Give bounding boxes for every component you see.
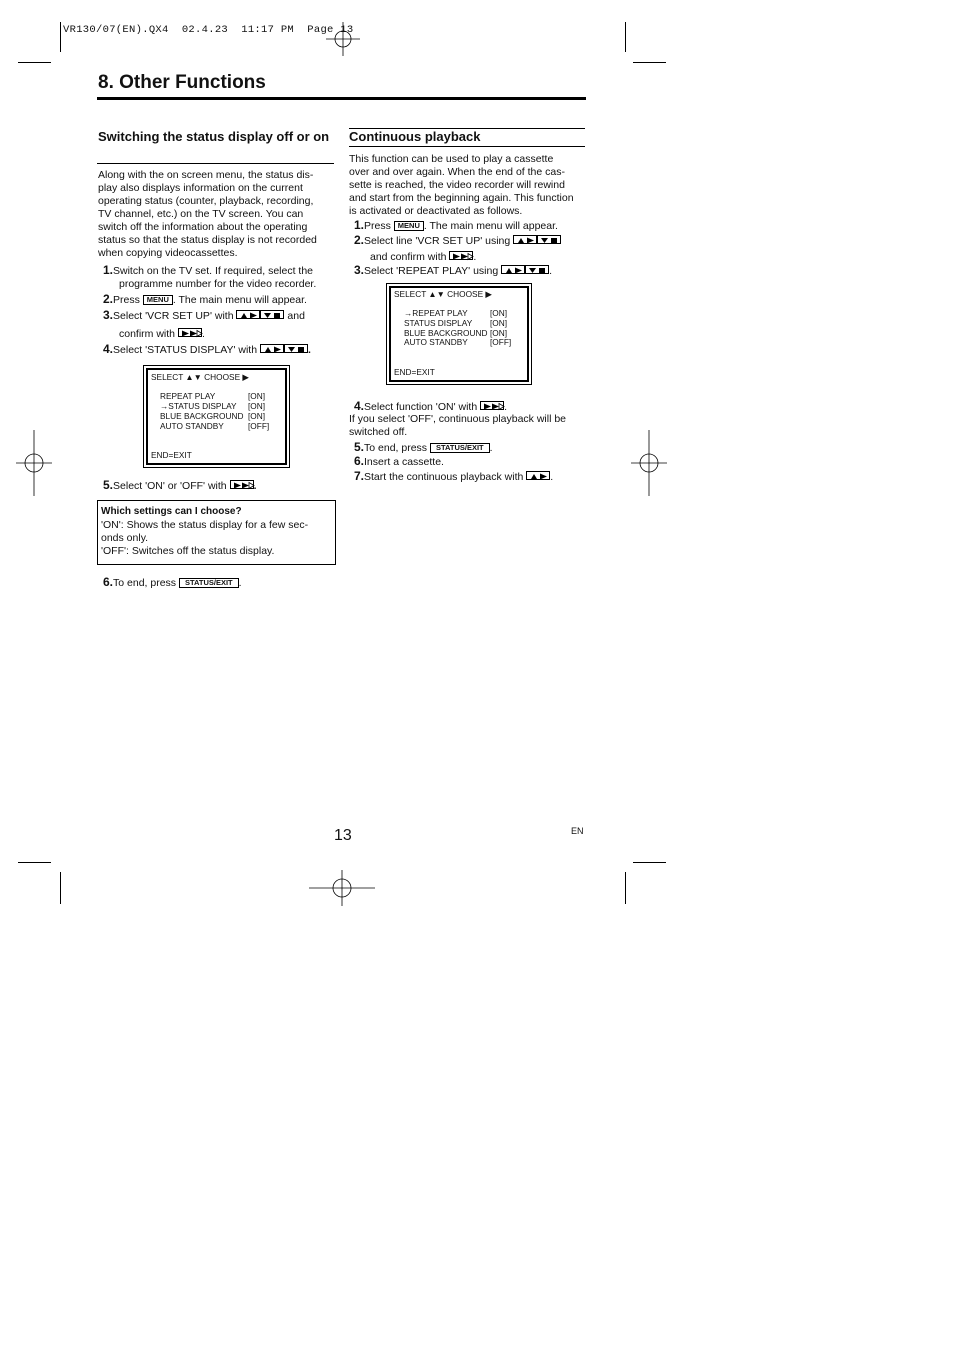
step-number: 2. [103, 292, 114, 306]
step-text: To end, press [364, 442, 428, 454]
step-text: and [287, 310, 305, 322]
osd-row-value: [ON] [248, 401, 266, 411]
right-step-4 [354, 400, 507, 414]
step-text: Select 'REPEAT PLAY' using [364, 265, 499, 277]
step-number: 5. [103, 478, 114, 492]
menu-key: MENU [394, 221, 424, 231]
step-text: and confirm with [370, 251, 447, 263]
step-number: 3. [354, 263, 365, 277]
right-step-5 [354, 441, 493, 455]
left-intro [98, 169, 338, 260]
crop-mark [60, 872, 61, 904]
up-right-button-icon [260, 344, 284, 353]
right-step-6 [354, 455, 444, 469]
text-line: switched off. [349, 426, 408, 438]
step-number: 5. [354, 440, 365, 454]
left-step-6 [103, 576, 242, 590]
osd-row-value: [OFF] [490, 337, 512, 347]
step-text: . The main menu will appear. [172, 294, 307, 306]
right-step-3 [354, 264, 552, 278]
step-number: 1. [354, 218, 365, 232]
up-right-button-icon [501, 265, 525, 274]
step-text: Switch on the TV set. If required, select the [113, 265, 314, 277]
menu-key: MENU [143, 295, 173, 305]
osd-row-value: [ON] [490, 308, 508, 318]
crop-mark [18, 62, 51, 63]
info-text [101, 519, 308, 558]
registration-mark-icon [631, 430, 667, 496]
step-number: 1. [103, 263, 114, 277]
step-text: . [473, 251, 477, 263]
title-rule [97, 97, 586, 100]
section-rule [97, 163, 334, 164]
step-number: 4. [354, 399, 365, 413]
osd-row-value: [ON] [248, 391, 266, 401]
text-line: operating status (counter, playback, recording, [98, 195, 314, 207]
step-text: Select function 'ON' with [364, 401, 478, 413]
status-exit-key: STATUS/EXIT [430, 443, 490, 453]
osd-header: SELECT ▲▼ CHOOSE ▶ [151, 372, 249, 382]
section-title-continuous-playback: Continuous playback [349, 129, 481, 144]
left-step-5 [103, 479, 256, 493]
up-right-button-icon [513, 235, 537, 244]
info-title: Which settings can I choose? [101, 506, 242, 517]
text-line: when copying videocassettes. [98, 247, 238, 259]
step-text: . [550, 471, 554, 483]
registration-mark-icon [309, 870, 375, 906]
left-step-2 [103, 293, 307, 307]
step-text: . [201, 328, 205, 340]
right-intro [349, 153, 589, 218]
down-stop-button-icon [537, 235, 561, 244]
up-right-button-icon [236, 310, 260, 319]
osd-row-value: [ON] [490, 328, 508, 338]
step-text: Insert a cassette. [364, 456, 444, 468]
osd-row-value: [OFF] [248, 421, 270, 431]
step-text: Press [364, 220, 391, 232]
step-number: 6. [103, 575, 114, 589]
step-text: Start the continuous playback with [364, 471, 524, 483]
step-text: . [253, 480, 257, 492]
step-text: Select 'STATUS DISPLAY' with [113, 344, 258, 356]
down-stop-button-icon [260, 310, 284, 319]
step-text: . [504, 401, 508, 413]
left-step-1 [103, 264, 316, 291]
down-stop-button-icon [284, 344, 308, 353]
osd-screen-repeat [386, 283, 532, 385]
step-text: . [308, 344, 311, 356]
step-number: 4. [103, 342, 114, 356]
text-line: onds only. [101, 532, 149, 544]
step-text: To end, press [113, 577, 177, 589]
info-box-settings [97, 500, 336, 565]
right-step-2 [354, 234, 561, 264]
osd-row-label: BLUE BACKGROUND [160, 411, 244, 421]
text-line: If you select 'OFF', continuous playback will be [349, 413, 567, 425]
step-text: . [238, 577, 242, 589]
text-line: and start from the beginning again. This function [349, 192, 574, 204]
registration-mark-icon [16, 430, 52, 496]
osd-header: SELECT ▲▼ CHOOSE ▶ [394, 289, 492, 299]
step-text: Select 'ON' or 'OFF' with [113, 480, 227, 492]
text-line: over and over again. When the end of the cas- [349, 166, 565, 178]
play-ok-button-icon [480, 401, 504, 410]
page-title: 8. Other Functions [98, 72, 266, 93]
crop-mark [625, 872, 626, 904]
step-text: Select 'VCR SET UP' with [113, 310, 234, 322]
step-number: 3. [103, 308, 114, 322]
osd-footer: END=EXIT [394, 367, 435, 377]
text-line: play also displays information on the current [98, 182, 303, 194]
text-line: This function can be used to play a cassette [349, 153, 554, 165]
crop-mark [633, 62, 666, 63]
step-text: confirm with [119, 328, 176, 340]
step-number: 2. [354, 233, 365, 247]
text-line: TV channel, etc.) on the TV screen. You can [98, 208, 304, 220]
play-ok-button-icon [230, 480, 254, 489]
osd-row-label: AUTO STANDBY [160, 421, 224, 431]
osd-row-label: →STATUS DISPLAY [160, 401, 237, 411]
crop-mark [633, 862, 666, 863]
osd-row-label: REPEAT PLAY [160, 391, 216, 401]
left-step-4 [103, 343, 311, 357]
osd-screen-status [143, 365, 290, 468]
step-text: . [549, 265, 553, 277]
language-code: EN [571, 826, 584, 836]
file-header: VR130/07(EN).QX4 02.4.23 11:17 PM Page 13 [63, 24, 354, 36]
text-line: 'OFF': Switches off the status display. [101, 545, 275, 557]
step-text: Select line 'VCR SET UP' using [364, 235, 511, 247]
page-number: 13 [334, 827, 352, 844]
osd-row-value: [ON] [490, 318, 508, 328]
step-text: Press [113, 294, 140, 306]
osd-row-value: [ON] [248, 411, 266, 421]
crop-mark [60, 22, 61, 52]
osd-row-label: STATUS DISPLAY [404, 318, 473, 328]
text-line: is activated or deactivated as follows. [349, 205, 523, 217]
text-line: status so that the status display is not recorded [98, 234, 317, 246]
text-line: switch off the information about the operating [98, 221, 308, 233]
step-number: 7. [354, 469, 365, 483]
left-step-3 [103, 309, 305, 341]
status-exit-key: STATUS/EXIT [179, 578, 239, 588]
osd-row-label: AUTO STANDBY [404, 337, 468, 347]
osd-row-label: →REPEAT PLAY [404, 308, 468, 318]
play-ok-button-icon [178, 328, 202, 337]
crop-mark [18, 862, 51, 863]
step-number: 6. [354, 454, 365, 468]
text-line: sette is reached, the video recorder will rewind [349, 179, 565, 191]
osd-row-label: BLUE BACKGROUND [404, 328, 488, 338]
section-title-status-display: Switching the status display off or on [98, 129, 330, 144]
step-text: programme number for the video recorder. [119, 278, 317, 290]
crop-mark [625, 22, 626, 52]
up-right-button-icon [526, 471, 550, 480]
right-step-7 [354, 470, 553, 484]
osd-footer: END=EXIT [151, 450, 192, 460]
off-note [349, 413, 589, 439]
down-stop-button-icon [525, 265, 549, 274]
text-line: 'ON': Shows the status display for a few sec- [101, 519, 309, 531]
step-text: . The main menu will appear. [423, 220, 558, 232]
play-ok-button-icon [449, 251, 473, 260]
section-rule [349, 146, 585, 147]
step-text: . [489, 442, 493, 454]
text-line: Along with the on screen menu, the status dis- [98, 169, 314, 181]
right-step-1 [354, 219, 558, 233]
